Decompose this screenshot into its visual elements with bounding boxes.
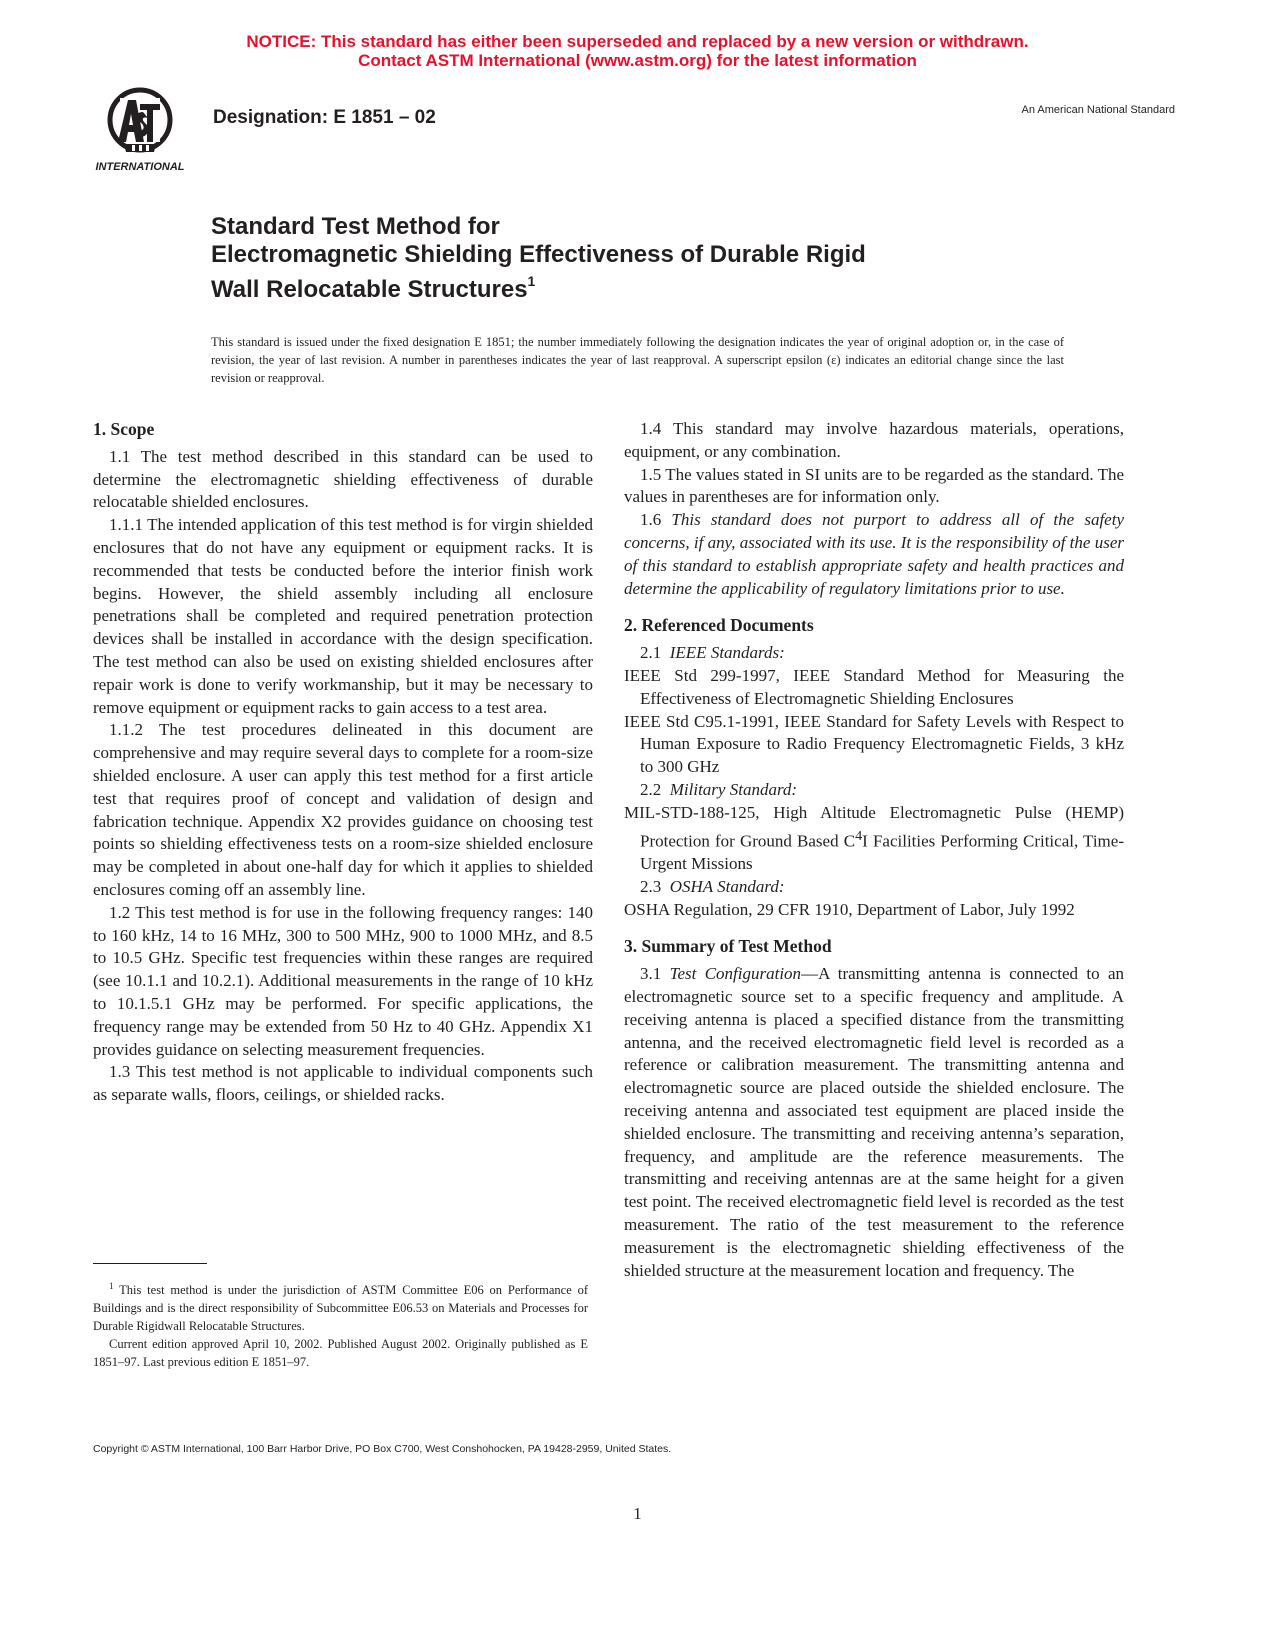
title-footnote-mark: 1 bbox=[527, 273, 536, 289]
issued-note: This standard is issued under the fixed designation E 1851; the number immediately following the designation indicates the year of original adoption or, in the case of revision, the year of last revision. A number in parentheses indicates the year of last reapproval. A superscript epsilon (ε) indicates an editorial change since the last revision or reapproval. bbox=[211, 335, 1064, 385]
title-line-1: Standard Test Method for bbox=[211, 213, 500, 240]
logo-text: INTERNATIONAL bbox=[95, 161, 185, 173]
reference-mil-std-part-a: MIL-STD-188-125, High Altitude Electromagnetic Pulse (HEMP) Protection for Ground Based C bbox=[624, 802, 1124, 851]
paragraph-1-1-1: 1.1.1 The intended application of this test method is for virgin shielded enclosures that do not have any equipment or equipment racks. It is recommended that tests be conducted before the interior finish work begins. However, the shield assembly including all enclosure penetrations shall be completed and required penetration protection devices shall be installed in accordance with the design specification. The test method can also be used on existing shielded enclosures after repair work is done to verify workmanship, but it may be necessary to remove equipment or equipment racks to gain access to a test area. bbox=[93, 515, 593, 717]
paragraph-1-6-number: 1.6 bbox=[640, 510, 662, 530]
astm-logo bbox=[88, 86, 198, 176]
reference-mil-std bbox=[624, 802, 1124, 876]
paragraph-1-4: 1.4 This standard may involve hazardous materials, operations, equipment, or any combination. bbox=[624, 419, 1124, 461]
notice-line-2: Contact ASTM International (www.astm.org) for the latest information bbox=[358, 51, 917, 70]
left-column bbox=[93, 418, 593, 1107]
paragraph-1-2: 1.2 This test method is for use in the following frequency ranges: 140 to 160 kHz, 14 to 16 MHz, 300 to 500 MHz, 900 to 1000 MHz, and 8.5 to 10.5 GHz. Specific test frequencies within these ranges are required (see 10.1.1 and 10.2.1). Additional measurements in the range of 10 kHz to 10.1.5.1 GHz may be performed. For specific applications, the frequency range may be extended from 50 Hz to 40 GHz. Appendix X1 provides guidance on selecting measurement frequencies. bbox=[93, 902, 593, 1059]
paragraph-3-1 bbox=[624, 963, 1124, 1282]
paragraph-1-6-text: This standard does not purport to address all of the safety concerns, if any, associated with its use. It is the responsibility of the user of this standard to establish appropriate safety and health practices and determine the applicability of regulatory limitations prior to use. bbox=[624, 510, 1124, 598]
right-column bbox=[624, 418, 1124, 1282]
footnote-1-text: This test method is under the jurisdiction of ASTM Committee E06 on Performance of Buildings and is the direct responsibility of Subcommittee E06.53 on Materials and Processes for Durable Rigidwall Relocatable Structures. bbox=[93, 1283, 588, 1334]
section-heading-summary: 3. Summary of Test Method bbox=[624, 936, 832, 957]
section-heading-referenced-documents: 2. Referenced Documents bbox=[624, 615, 814, 636]
reference-mil-std-superscript: 4 bbox=[855, 827, 863, 844]
footnote bbox=[93, 1277, 588, 1371]
footnote-mark: 1 bbox=[109, 1281, 114, 1291]
subsection-2-1-number: 2.1 bbox=[640, 643, 662, 663]
paragraph-1-3: 1.3 This test method is not applicable to individual components such as separate walls, floors, ceilings, or shielded racks. bbox=[93, 1062, 593, 1105]
paragraph-3-1-title: Test Configuration bbox=[669, 964, 802, 984]
designation: Designation: E 1851 – 02 bbox=[213, 107, 436, 128]
paragraph-1-5: 1.5 The values stated in SI units are to be regarded as the standard. The values in parentheses are for information only. bbox=[624, 464, 1124, 507]
subsection-2-3 bbox=[624, 876, 1124, 899]
subsection-2-2-title: Military Standard: bbox=[669, 779, 798, 799]
reference-osha: OSHA Regulation, 29 CFR 1910, Department of Labor, July 1992 bbox=[624, 899, 1075, 919]
paragraph-3-1-number: 3.1 bbox=[640, 964, 662, 984]
withdrawal-notice bbox=[0, 32, 1275, 70]
notice-line-1: NOTICE: This standard has either been superseded and replaced by a new version or withdrawn. bbox=[246, 32, 1029, 51]
reference-ieee-c95: IEEE Std C95.1-1991, IEEE Standard for Safety Levels with Respect to Human Exposure to Radio Frequency Electromagnetic Fields, 3 kHz to 300 GHz bbox=[624, 711, 1124, 777]
subsection-2-2-number: 2.2 bbox=[640, 779, 662, 799]
national-standard-label: An American National Standard bbox=[1021, 104, 1175, 116]
title-line-2: Electromagnetic Shielding Effectiveness of Durable Rigid bbox=[211, 241, 866, 268]
astm-logo-icon bbox=[88, 86, 198, 176]
footnote-1 bbox=[93, 1277, 588, 1335]
title-line-3-text: Wall Relocatable Structures bbox=[211, 276, 528, 303]
subsection-2-1-title: IEEE Standards: bbox=[669, 643, 785, 663]
subsection-2-1 bbox=[624, 642, 1124, 665]
footnote-divider bbox=[93, 1263, 207, 1264]
footnote-edition: Current edition approved April 10, 2002. Published August 2002. Originally published as E 1851–97. Last previous edition E 1851–97. bbox=[93, 1337, 588, 1370]
document-title bbox=[211, 213, 1091, 304]
subsection-2-2 bbox=[624, 779, 1124, 802]
title-line-3 bbox=[211, 269, 1091, 304]
reference-mil-std-part-b: I Facilities Performing Critical, Time-Urgent Missions bbox=[640, 831, 1124, 873]
paragraph-1-6 bbox=[624, 509, 1124, 600]
subsection-2-3-title: OSHA Standard: bbox=[669, 876, 785, 896]
reference-ieee-299: IEEE Std 299-1997, IEEE Standard Method for Measuring the Effectiveness of Electromagnetic Shielding Enclosures bbox=[624, 665, 1124, 708]
page-number: 1 bbox=[633, 1504, 642, 1523]
subsection-2-3-number: 2.3 bbox=[640, 876, 662, 896]
paragraph-1-1: 1.1 The test method described in this standard can be used to determine the electromagnetic shielding effectiveness of durable relocatable shielded enclosures. bbox=[93, 446, 593, 512]
paragraph-1-1-2: 1.1.2 The test procedures delineated in this document are comprehensive and may require several days to complete for a room-size shielded enclosure. A user can apply this test method for a first article test that requires proof of concept and validation of design and fabrication technique. Appendix X2 provides guidance on choosing test points so shielding effectiveness tests on a room-size shielded enclosure may be completed in about one-half day for which it applies to shielded enclosures coming off an assembly line. bbox=[93, 720, 593, 899]
section-heading-scope: 1. Scope bbox=[93, 419, 155, 439]
copyright: Copyright © ASTM International, 100 Barr Harbor Drive, PO Box C700, West Conshohocken, PA 19428-2959, United States. bbox=[93, 1443, 672, 1455]
paragraph-3-1-text: —A transmitting antenna is connected to an electromagnetic source set to a specific frequency and amplitude. A receiving antenna is placed a specified distance from the transmitting antenna, and the received electromagnetic field level is recorded as a reference or calibration measurement. The transmitting antenna and electromagnetic source are placed outside the shielded enclosure. The receiving antenna and associated test equipment are placed inside the shielded enclosure. The transmitting and receiving antenna’s separation, frequency, and amplitude are the reference measurements. The transmitting and receiving antennas are at the same height for a given test point. The received electromagnetic field level is recorded as the test measurement. The ratio of the test measurement to the reference measurement is the electromagnetic shielding effectiveness of the shielded structure at the measurement location and frequency. The bbox=[624, 964, 1124, 1280]
